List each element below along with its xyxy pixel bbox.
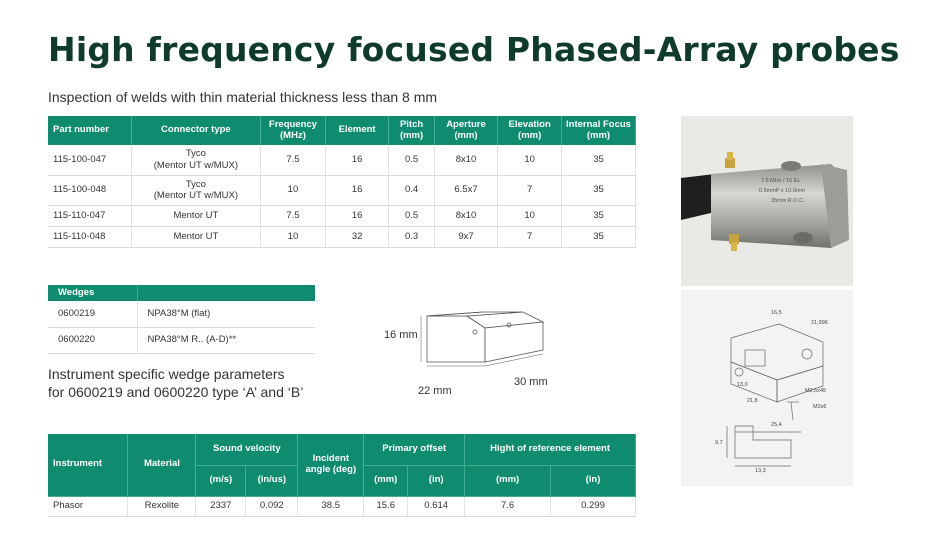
col-pitch: Pitch (mm) [389,116,434,145]
connector-type: Mentor UT [131,205,260,226]
probe-photo [681,116,853,286]
probe-illustration [681,116,853,286]
drawing-label: 13,3 [755,468,766,474]
table-row [48,145,636,175]
elevation: 7 [498,226,562,247]
unit-m-per-s: (m/s) [196,465,246,496]
probe-engraving-2: 0.5mmP x 10.0mm [759,188,806,194]
col-incident-angle: Incident angle (deg) [298,434,364,496]
drawing-label: 21,996 [811,320,828,326]
col-elevation: Elevation (mm) [498,116,562,145]
element: 16 [325,175,389,205]
pitch: 0.4 [389,175,434,205]
instrument-header-row [48,434,636,465]
connector-type: Mentor UT [131,226,260,247]
part-number: 115-100-048 [48,175,131,205]
unit-ref-mm: (mm) [465,465,551,496]
velocity-ms: 2337 [196,496,246,516]
dimension-depth: 30 mm [514,376,548,388]
instrument-parameters-table [48,434,636,517]
table-row [48,301,315,327]
offset-mm: 15.6 [364,496,408,516]
part-number: 115-110-048 [48,226,131,247]
material: Rexolite [128,496,196,516]
aperture: 8x10 [434,145,498,175]
page-title: High frequency focused Phased-Array probes [48,30,900,69]
col-sound-velocity: Sound velocity [196,434,298,465]
incident-angle: 38.5 [298,496,364,516]
elevation: 7 [498,175,562,205]
unit-offset-mm: (mm) [364,465,408,496]
connector-type: Tyco (Mentor UT w/MUX) [131,145,260,175]
drawing-label: M2x6 [813,404,827,410]
col-element: Element [325,116,389,145]
internal-focus: 35 [562,226,636,247]
reference-in: 0.299 [551,496,636,516]
part-number: 115-110-047 [48,205,131,226]
col-internal-focus: Internal Focus (mm) [562,116,636,145]
wedges-table [48,285,315,354]
dimension-width: 22 mm [418,385,452,397]
col-instrument: Instrument [48,434,128,496]
wedge-part-number: 0600219 [48,301,137,327]
table-row [48,226,636,247]
col-reference-height: Hight of reference element [465,434,636,465]
pitch: 0.5 [389,145,434,175]
probe-spec-table [48,116,636,248]
col-material: Material [128,434,196,496]
internal-focus: 35 [562,145,636,175]
page-subtitle: Inspection of welds with thin material thickness less than 8 mm [48,89,438,105]
probe-technical-drawing [681,290,853,486]
frequency: 7.5 [261,205,326,226]
part-number: 115-100-047 [48,145,131,175]
offset-in: 0.614 [408,496,465,516]
drawing-label: 25,4 [771,422,782,428]
drawing-label: M2,5x45 [805,388,827,394]
drawing-label: 16,5 [771,310,782,316]
drawing-label: 9,7 [715,440,723,446]
probe-table-header [48,116,636,145]
drawing-label: 13,0 [737,382,748,388]
probe-engraving-3: 35mm R.O.C. [771,198,805,204]
element: 16 [325,205,389,226]
table-row [48,175,636,205]
wedges-header [48,285,315,301]
element: 32 [325,226,389,247]
table-row [48,205,636,226]
connector-type: Tyco (Mentor UT w/MUX) [131,175,260,205]
elevation: 10 [498,145,562,175]
unit-ref-in: (in) [551,465,636,496]
wedges-header-blank [137,285,315,301]
aperture: 6.5x7 [434,175,498,205]
aperture: 8x10 [434,205,498,226]
frequency: 10 [261,175,326,205]
col-part-number: Part number [48,116,131,145]
velocity-inus: 0.092 [246,496,298,516]
frequency: 7.5 [261,145,326,175]
elevation: 10 [498,205,562,226]
col-frequency: Frequency (MHz) [261,116,326,145]
pitch: 0.3 [389,226,434,247]
wedges-title: Wedges [48,285,137,301]
col-aperture: Aperture (mm) [434,116,498,145]
pitch: 0.5 [389,205,434,226]
table-row [48,496,636,516]
drawing-label: 21,8 [747,398,758,404]
table-row [48,327,315,353]
internal-focus: 35 [562,175,636,205]
element: 16 [325,145,389,175]
internal-focus: 35 [562,205,636,226]
reference-mm: 7.6 [465,496,551,516]
unit-in-per-us: (in/us) [246,465,298,496]
probe-engraving-1: 7.5 MHz / 16 EL [761,178,801,184]
wedge-description: NPA38°M (flat) [137,301,315,327]
unit-offset-in: (in) [408,465,465,496]
dimension-height: 16 mm [384,329,418,341]
col-connector-type: Connector type [131,116,260,145]
wedge-diagram [415,288,555,372]
frequency: 10 [261,226,326,247]
wedge-parameters-note: Instrument specific wedge parameters for 0600219 and 0600220 type ‘A’ and ‘B’ [48,366,304,400]
aperture: 9x7 [434,226,498,247]
col-primary-offset: Primary offset [364,434,465,465]
instrument-name: Phasor [48,496,128,516]
wedge-part-number: 0600220 [48,327,137,353]
wedge-description: NPA38°M R.. (A-D)** [137,327,315,353]
